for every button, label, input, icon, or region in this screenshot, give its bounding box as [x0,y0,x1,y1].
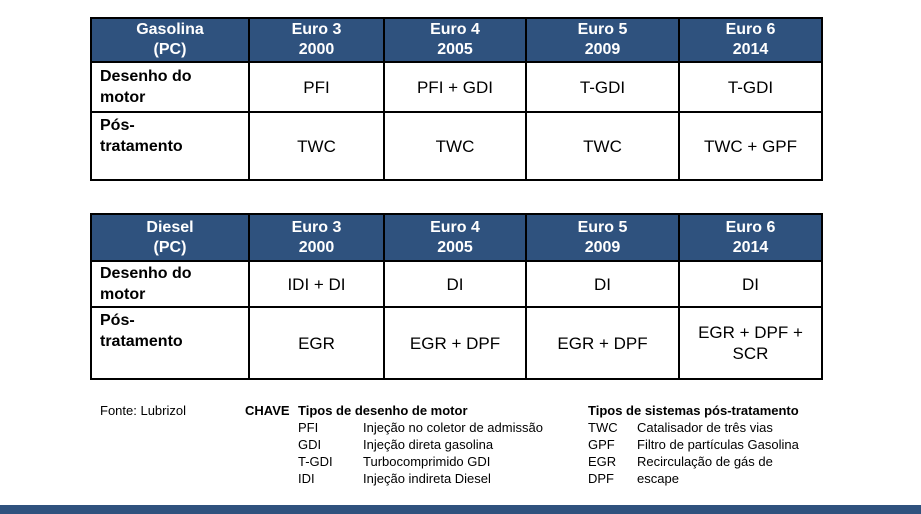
diesel-aftertreatment-row-label: Pós- tratamento [91,307,249,379]
abbr-gdi: GDI [298,437,322,452]
gasolina-engine-euro3: PFI [249,62,384,112]
gasolina-aftertreatment-euro3: TWC [249,112,384,180]
gasolina-header-euro3 [249,18,384,62]
desc-egr: Recirculação de gás de [637,454,773,469]
abbr-pfi: PFI [298,420,319,435]
diesel-engine-euro5: DI [526,261,679,307]
gasolina-table [90,17,823,181]
diesel-table [90,213,823,380]
gasolina-engine-row-label: Desenho do motor [91,62,249,112]
diesel-aftertreatment-row [91,307,822,379]
diesel-aftertreatment-euro6: EGR + DPF + SCR [679,307,822,379]
engine-key-block [298,402,543,487]
aftertreatment-key-heading: Tipos de sistemas pós-tratamento [588,403,799,418]
diesel-engine-row-label: Desenho do motor [91,261,249,307]
diesel-title-cell [91,214,249,261]
gasolina-title-cell [91,18,249,62]
euro4-year: 2005 [437,41,473,58]
gasolina-header-euro5 [526,18,679,62]
engine-key-heading: Tipos de desenho de motor [298,403,468,418]
gasolina-engine-euro4: PFI + GDI [384,62,526,112]
gasolina-aftertreatment-euro6: TWC + GPF [679,112,822,180]
abbr-dpf: DPF [588,471,614,486]
diesel-header-row [91,214,822,261]
abbr-twc: TWC [588,420,618,435]
abbr-tgdi: T-GDI [298,454,333,469]
desc-gpf: Filtro de partículas Gasolina [637,437,799,452]
gasolina-aftertreatment-euro5: TWC [526,112,679,180]
gasolina-aftertreatment-euro4: TWC [384,112,526,180]
diesel-header-euro3 [249,214,384,261]
source-note: Fonte: Lubrizol [100,403,186,418]
euro6-year: 2014 [732,41,769,58]
gasolina-header-row [91,18,822,62]
desc-idi: Injeção indireta Diesel [363,471,491,486]
desc-dpf: escape [637,471,679,486]
diesel-header-euro4 [384,214,526,261]
diesel-header-euro6 [679,214,822,261]
euro5-label: Euro 5 [577,218,628,236]
key-label: CHAVE [245,403,290,418]
legend-item-pfi [298,419,543,436]
abbr-idi: IDI [298,471,315,486]
gasolina-aftertreatment-row-label: Pós- tratamento [91,112,249,180]
aftertreatment-key-block [588,402,799,487]
euro6-label: Euro 6 [725,218,776,236]
euro3-year: 2000 [298,238,335,256]
legend-item-dpf [588,470,799,487]
abbr-gpf: GPF [588,437,615,452]
desc-tgdi: Turbocomprimido GDI [363,454,491,469]
euro6-label: Euro 6 [725,21,776,38]
diesel-table-container [90,213,823,380]
gasolina-header-euro6 [679,18,822,62]
legend-item-gpf [588,436,799,453]
diesel-title-line1: Diesel [146,218,194,236]
diesel-title-line2: (PC) [153,238,187,256]
euro5-year: 2009 [584,238,621,256]
euro6-year: 2014 [732,238,769,256]
gasolina-header-euro4 [384,18,526,62]
gasolina-aftertreatment-row [91,112,822,180]
legend-item-egr [588,453,799,470]
diesel-engine-row [91,261,822,307]
euro4-label: Euro 4 [430,21,480,38]
gasolina-table-container [90,17,823,181]
gasolina-engine-euro6: T-GDI [679,62,822,112]
legend-item-tgdi [298,453,543,470]
abbr-egr: EGR [588,454,617,469]
diesel-aftertreatment-euro4: EGR + DPF [384,307,526,379]
legend-item-twc [588,419,799,436]
diesel-engine-euro6: DI [679,261,822,307]
diesel-engine-euro3: IDI + DI [249,261,384,307]
gasolina-title-line2: (PC) [153,41,187,58]
euro3-label: Euro 3 [291,21,342,38]
diesel-engine-euro4: DI [384,261,526,307]
legend-item-gdi [298,436,543,453]
euro5-year: 2009 [584,41,621,58]
desc-gdi: Injeção direta gasolina [363,437,494,452]
diesel-aftertreatment-euro5: EGR + DPF [526,307,679,379]
slide-footer-bar [0,505,921,514]
legend-item-idi [298,470,543,487]
euro3-label: Euro 3 [291,218,342,236]
euro4-label: Euro 4 [430,218,480,236]
desc-twc: Catalisador de três vias [637,420,773,435]
desc-pfi: Injeção no coletor de admissão [363,420,543,435]
diesel-aftertreatment-euro3: EGR [249,307,384,379]
diesel-header-euro5 [526,214,679,261]
gasolina-engine-row [91,62,822,112]
gasolina-engine-euro5: T-GDI [526,62,679,112]
euro3-year: 2000 [298,41,335,58]
gasolina-title-line1: Gasolina [136,21,204,38]
euro4-year: 2005 [437,238,473,256]
euro5-label: Euro 5 [577,21,628,38]
